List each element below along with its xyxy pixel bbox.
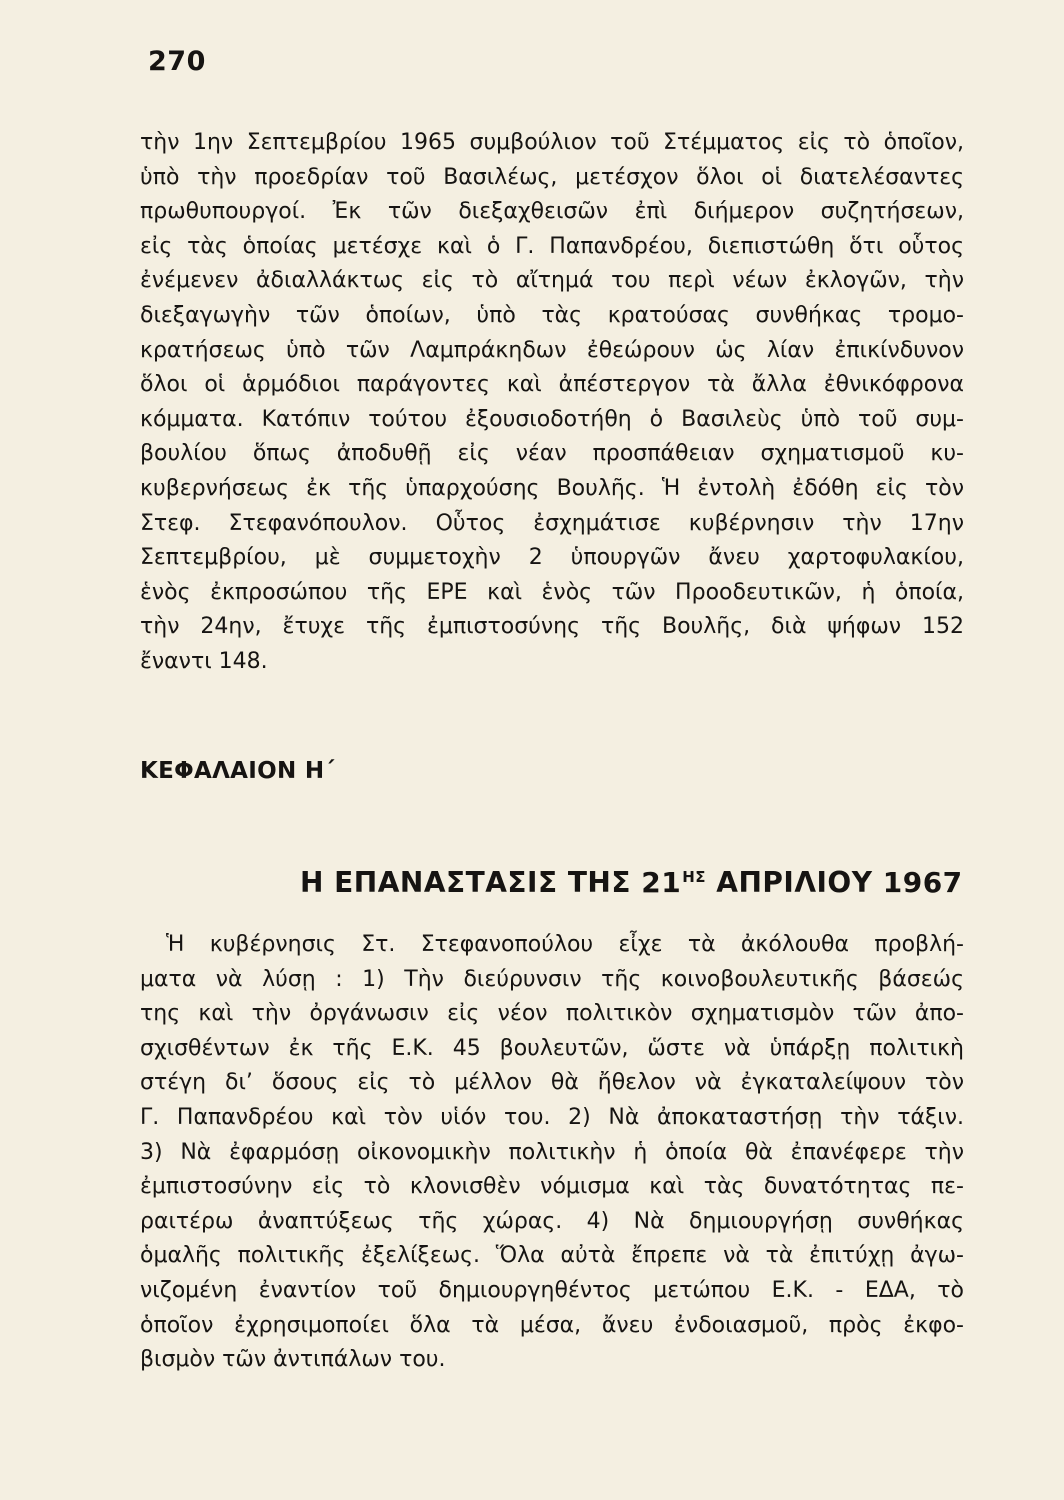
text-line: ὅλοι οἱ ἁρμόδιοι παράγοντες καὶ ἀπέστεργον τὰ ἄλλα ἐθνικόφρονα xyxy=(140,372,964,398)
paragraph-1 xyxy=(140,126,964,680)
text-line: ἐνέμενεν ἀδιαλλάκτως εἰς τὸ αἴτημά του περὶ νέων ἐκλογῶν, τὴν xyxy=(140,268,964,294)
page-number: 270 xyxy=(148,46,206,77)
paragraph-2 xyxy=(140,928,964,1378)
text-line: τὴν 1ην Σεπτεμβρίου 1965 συμβούλιον τοῦ Στέμματος εἰς τὸ ὁποῖον, xyxy=(140,130,964,155)
text-line: ραιτέρω ἀναπτύξεως τῆς χώρας. 4) Νὰ δημιουργήσῃ συνθήκας xyxy=(140,1208,964,1234)
text-line: κυβερνήσεως ἐκ τῆς ὑπαρχούσης Βουλῆς. Ἡ ἐντολὴ ἐδόθη εἰς τὸν xyxy=(140,475,964,501)
text-line: Γ. Παπανδρέου καὶ τὸν υἱόν του. 2) Νὰ ἀποκαταστήσῃ τὴν τάξιν. xyxy=(140,1104,964,1130)
text-line: στέγη δι’ ὅσους εἰς τὸ μέλλον θὰ ἤθελον νὰ ἐγκαταλείψουν τὸν xyxy=(140,1070,964,1096)
text-line: κρατήσεως ὑπὸ τῶν Λαμπράκηδων ἐθεώρουν ὡς λίαν ἐπικίνδυνον xyxy=(140,337,964,363)
text-line: 3) Νὰ ἐφαρμόσῃ οἰκονομικὴν πολιτικὴν ἡ ὁποία θὰ ἐπανέφερε τὴν xyxy=(140,1139,964,1165)
chapter-title-superscript: ΗΣ xyxy=(682,868,707,886)
text-line: διεξαγωγὴν τῶν ὁποίων, ὑπὸ τὰς κρατούσας συνθήκας τρομο- xyxy=(140,302,964,328)
text-line: τὴν 24ην, ἔτυχε τῆς ἐμπιστοσύνης τῆς Βουλῆς, διὰ ψήφων 152 xyxy=(140,614,964,640)
text-line: ὁποῖον ἐχρησιμοποίει ὅλα τὰ μέσα, ἄνευ ἐνδοιασμοῦ, πρὸς ἐκφο- xyxy=(140,1312,964,1338)
text-line: ἑνὸς ἐκπροσώπου τῆς ΕΡΕ καὶ ἑνὸς τῶν Προοδευτικῶν, ἡ ὁποία, xyxy=(140,579,964,605)
text-line: βισμὸν τῶν ἀντιπάλων του. xyxy=(140,1347,446,1373)
text-line: Σεπτεμβρίου, μὲ συμμετοχὴν 2 ὑπουργῶν ἄνευ χαρτοφυλακίου, xyxy=(140,545,964,571)
text-line: Στεφ. Στεφανόπουλον. Οὗτος ἐσχημάτισε κυβέρνησιν τὴν 17ην xyxy=(140,510,964,536)
text-line: της καὶ τὴν ὀργάνωσιν εἰς νέον πολιτικὸν σχηματισμὸν τῶν ἀπο- xyxy=(140,1001,964,1027)
text-line: κόμματα. Κατόπιν τούτου ἐξουσιοδοτήθη ὁ Βασιλεὺς ὑπὸ τοῦ συμ- xyxy=(140,406,964,432)
chapter-label: ΚΕΦΑΛΑΙΟΝ Η΄ xyxy=(140,758,335,784)
text-line: πρωθυπουργοί. Ἐκ τῶν διεξαχθεισῶν ἐπὶ διήμερον συζητήσεων, xyxy=(140,199,964,225)
text-line: σχισθέντων ἐκ τῆς Ε.Κ. 45 βουλευτῶν, ὥστε νὰ ὑπάρξῃ πολιτικὴ xyxy=(140,1035,964,1061)
text-line: ὑπὸ τὴν προεδρίαν τοῦ Βασιλέως, μετέσχον ὅλοι οἱ διατελέσαντες xyxy=(140,164,964,190)
text-line: ματα νὰ λύσῃ : 1) Τὴν διεύρυνσιν τῆς κοινοβουλευτικῆς βάσεώς xyxy=(140,966,964,992)
text-line: ἐμπιστοσύνην εἰς τὸ κλονισθὲν νόμισμα καὶ τὰς δυνατότητας πε- xyxy=(140,1174,964,1200)
text-line: νιζομένη ἐναντίον τοῦ δημιουργηθέντος μετώπου Ε.Κ. - ΕΔΑ, τὸ xyxy=(140,1277,964,1303)
chapter-title-end: ΑΠΡΙΛΙΟΥ 1967 xyxy=(706,866,963,899)
text-line: ἔναντι 148. xyxy=(140,648,268,674)
text-line: εἰς τὰς ὁποίας μετέσχε καὶ ὁ Γ. Παπανδρέου, διεπιστώθη ὅτι οὗτος xyxy=(140,233,964,259)
text-line: Ἡ κυβέρνησις Στ. Στεφανοπούλου εἶχε τὰ ἀκόλουθα προβλή- xyxy=(166,932,964,957)
chapter-title-main: Η ΕΠΑΝΑΣΤΑΣΙΣ ΤΗΣ 21 xyxy=(300,866,682,899)
text-line: βουλίου ὅπως ἀποδυθῇ εἰς νέαν προσπάθειαν σχηματισμοῦ κυ- xyxy=(140,441,964,467)
text-line: ὁμαλῆς πολιτικῆς ἐξελίξεως. Ὅλα αὐτὰ ἔπρεπε νὰ τὰ ἐπιτύχῃ ἀγω- xyxy=(140,1243,964,1269)
chapter-title xyxy=(300,866,963,899)
